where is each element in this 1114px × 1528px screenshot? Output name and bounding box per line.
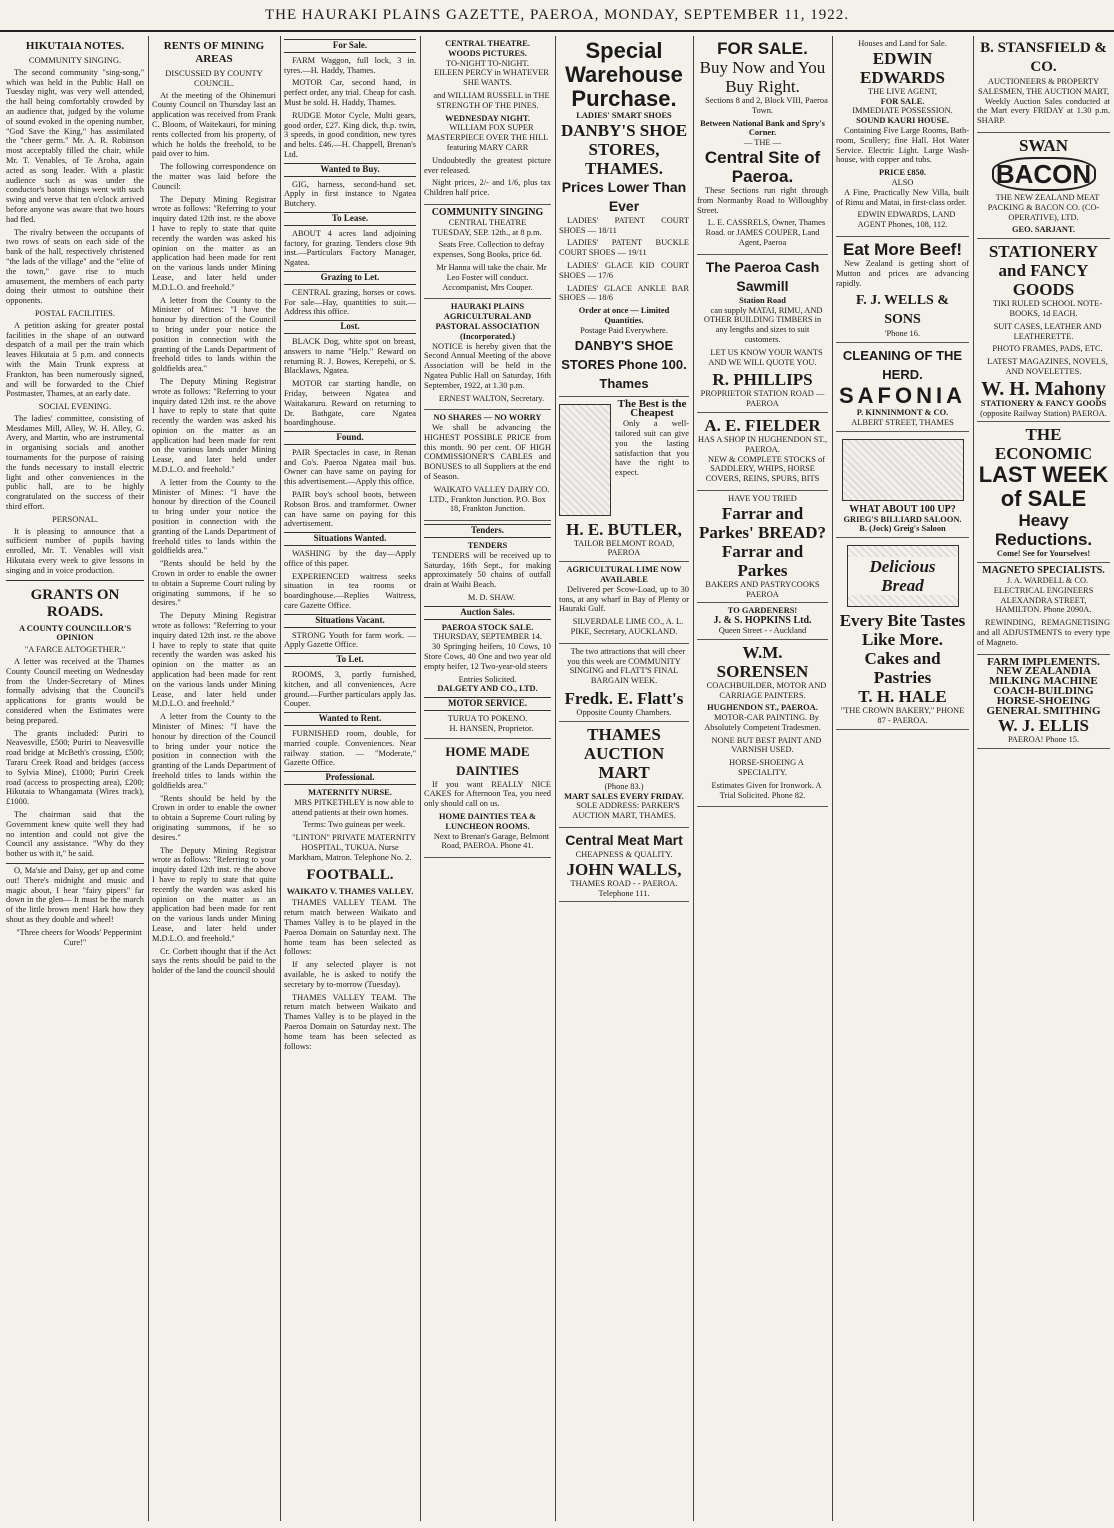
ad-headline: Fredk. E. Flatt's bbox=[564, 688, 684, 708]
column-rents-mining bbox=[152, 36, 276, 1521]
ad-text: LADIES' PATENT COURT SHOES — 18/11 bbox=[559, 215, 689, 235]
ad-headline: Central Site of Paeroa. bbox=[704, 147, 821, 186]
ad-text: Terms: Two guineas per week. bbox=[302, 820, 406, 830]
column-rule bbox=[555, 36, 556, 1521]
ad-text: Only a well-tailored suit can give you the lasting satisfaction that you have the right to expect. bbox=[615, 419, 689, 478]
classified-heading: MOTOR SERVICE. bbox=[424, 697, 551, 711]
ad-text: THURSDAY, SEPTEMBER 14. bbox=[433, 632, 542, 642]
column-land-agents bbox=[836, 36, 969, 1521]
ad-headline: JOHN WALLS, bbox=[566, 859, 682, 879]
column-stansfield-mahony bbox=[977, 36, 1110, 1521]
section-heading: POSTAL FACILITIES. bbox=[34, 307, 116, 318]
ad-headline: Every Bite Tastes Like More. bbox=[839, 611, 966, 650]
ad-text: can supply MATAI, RIMU, AND OTHER BUILDING TIMBERS in any lengths and sizes to suit customers. bbox=[703, 305, 823, 344]
ad-headline: W. H. Mahony bbox=[981, 377, 1106, 400]
article-title: HIKUTAIA NOTES. bbox=[25, 40, 125, 52]
ad-headline: LAST WEEK of SALE bbox=[978, 462, 1109, 512]
column-rule bbox=[973, 36, 974, 1521]
ad-headline: W.M. SORENSEN bbox=[716, 642, 809, 681]
ad-heading: WEDNESDAY NIGHT. bbox=[445, 113, 530, 123]
ad-headline: H. E. BUTLER, bbox=[566, 519, 682, 539]
ad-headline: Eat More Beef! bbox=[842, 239, 963, 259]
ad-text: PHOTO FRAMES, PADS, ETC. bbox=[992, 344, 1103, 354]
classified-heading: Wanted to Rent. bbox=[284, 712, 416, 726]
ad-headline: STATIONERY and FANCY GOODS bbox=[988, 242, 1099, 300]
ad-text: PRICE £850. bbox=[879, 168, 926, 178]
ad-text: ALBERT STREET, THAMES bbox=[851, 417, 954, 427]
ad-text: L. E. CASSRELS, Owner, Thames Road. or JAMES COUPER, Land Agent, Paeroa bbox=[705, 218, 826, 247]
ad-text: Order at once — Limited Quantities. bbox=[578, 306, 670, 325]
classified-heading: For Sale. bbox=[284, 39, 416, 53]
classified-heading: Found. bbox=[284, 431, 416, 445]
ad-heading: TO GARDENERS! bbox=[727, 606, 798, 616]
ad-text: P. KINNINMONT & CO. bbox=[856, 408, 949, 418]
ad-headline: FARM IMPLEMENTS. bbox=[987, 655, 1100, 668]
paragraph: If any selected player is not available, he is asked to notify the secretary by to-morrow (Tuesday). bbox=[284, 960, 416, 989]
paragraph: "Three cheers for Woods' Peppermint Cure!" bbox=[16, 927, 142, 947]
column-rule bbox=[148, 36, 149, 1521]
ad-text: Station Road bbox=[739, 295, 786, 305]
ad-text: WAIKATO VALLEY DAIRY CO. LTD., Frankton Junction. P.O. Box 18, Frankton Junction. bbox=[429, 484, 550, 514]
ad-text: THAMES ROAD - - PAEROA. Telephone 111. bbox=[570, 878, 678, 898]
ad-text: LADIES' PATENT BUCKLE COURT SHOES — 19/11 bbox=[559, 238, 689, 258]
classified-ad: MOTOR car starting handle, on Friday, between Ngatea and Waitakaruru. Reward on returning to Dr. Bathgate, care Ngatea boardinghouse. bbox=[284, 379, 416, 428]
ad-text: Opposite County Chambers. bbox=[576, 707, 672, 717]
paragraph: THAMES VALLEY TEAM. The return match between Waikato and Thames Valley is to be played in the Paeroa Domain on Saturday next. The home team has been selected as follows: bbox=[284, 898, 416, 957]
ad-text: Queen Street - - Auckland bbox=[718, 625, 807, 635]
paragraph: "Rents should be held by the Crown in order to enable the owner to obtain a Supreme Court ruling by originating summons, if he so desires." bbox=[152, 559, 276, 608]
ad-headline: THAMES AUCTION MART bbox=[583, 724, 665, 782]
classified-heading: Grazing to Let. bbox=[284, 271, 416, 285]
bacon-logo: BACON bbox=[992, 157, 1096, 191]
ad-heading: CENTRAL THEATRE. bbox=[445, 39, 530, 48]
tailor-figure-illustration bbox=[559, 404, 611, 516]
ad-text: Weekly Auction Sales conducted at the Mart every FRIDAY at 1.30 p.m. SHARP. bbox=[977, 96, 1110, 126]
column-classifieds bbox=[284, 36, 416, 1521]
ad-text: EDWIN EDWARDS, LAND AGENT Phones, 108, 112. bbox=[857, 210, 956, 230]
ad-headline: T. H. HALE bbox=[858, 687, 947, 707]
ad-text: If you want REALLY NICE CAKES for Afternoon Tea, you need only should call on us. bbox=[424, 779, 551, 809]
ad-heading: COMMUNITY SINGING bbox=[431, 206, 544, 218]
section-heading: COMMUNITY SINGING. bbox=[28, 55, 122, 65]
ad-text: TURUA TO POKENO. bbox=[447, 714, 528, 724]
ad-text: 30 Springing heifers, 10 Cows, 10 Store Cows, 40 One and two year old empty heifer, 12 Two-year-old steers bbox=[424, 642, 551, 671]
ad-text: Undoubtedly the greatest picture ever released. bbox=[424, 155, 551, 175]
ad-heading: MATERNITY NURSE. bbox=[308, 788, 392, 797]
paragraph: The Deputy Mining Registrar wrote as follows: "Referring to your inquiry dated 12th inst. re the above I have to reply to state that quite recently the warden was asked his opinion on the matter as an application had been made for rent on the various lands under Mining Lease, and later held under M.D.L.O. and freehold." bbox=[152, 194, 276, 292]
ad-text: TAILOR BELMONT ROAD, PAEROA bbox=[573, 538, 675, 558]
ad-text: Night prices, 2/- and 1/6, plus tax Children half price. bbox=[424, 178, 551, 198]
ad-headline: Delicious Bread bbox=[848, 557, 958, 595]
ad-text: "LINTON" PRIVATE MATERNITY HOSPITAL, TUKUA. Nurse Markham, Matron. Telephone No. 2. bbox=[288, 833, 416, 862]
poem: O, Ma'sie and Daisy, get up and come out! There's midnight and music and magic about, I hear "fairy pipers" far down in the glen— It must be the march of the little brown men! Hark how they shout as they double and wheel! bbox=[6, 865, 144, 924]
ad-text: B. (Jock) Greig's Saloon bbox=[859, 524, 946, 534]
ad-text: SUIT CASES, LEATHER AND LEATHERETTE. bbox=[993, 321, 1102, 341]
ad-text: Mr Hanna will take the chair. Mr Leo Foster will conduct. Accompanist, Mrs Couper. bbox=[436, 262, 547, 292]
ad-text: These Sections run right through from Normanby Road to Willoughby Street. bbox=[697, 185, 828, 215]
ad-text: ALSO bbox=[891, 177, 914, 187]
paragraph: The rivalry between the occupants of two rows of seats on each side of the bank of the hall, respectively christened "the lads of the village" and the "elite of the town," gave rise to much amusement, the members of each party doing their utmost to outshine their opponents. bbox=[6, 227, 144, 306]
ad-headline: THE ECONOMIC bbox=[994, 425, 1093, 464]
ad-text: CHEAPNESS & QUALITY. bbox=[575, 849, 673, 859]
column-theatre-notices bbox=[424, 36, 551, 1521]
ad-text: LADIES' SMART SHOES bbox=[576, 111, 672, 120]
ad-text: Estimates Given for Ironwork. A Trial Solicited. Phone 82. bbox=[711, 780, 822, 800]
bread-loaf-illustration bbox=[847, 545, 959, 607]
ad-text: J. A. WARDELL & CO. ELECTRICAL ENGINEERS ALEXANDRA STREET, HAMILTON. Phone 2090A. bbox=[993, 575, 1094, 615]
ad-text: SOUND KAURI HOUSE. bbox=[856, 116, 949, 126]
ad-headline: WHAT ABOUT 100 UP? bbox=[849, 503, 956, 515]
classified-ad: RUDGE Motor Cycle, Multi gears, good order, £27. King dick, th.p. twin, 3 speeds, in good condition, new tyres and belts. £46.—H. Chappell, Brenan's Ltd. bbox=[284, 110, 416, 159]
ad-text: (opposite Railway Station) PAEROA. bbox=[980, 408, 1107, 418]
paragraph: A petition asking for greater postal facilities in the shape of an outward despatch of a mail per the train which leaves Hikutaia at 5 p.m. and connects with the Main Trunk express at Frankton, has been numerously signed, and will be forwarded to the Chief Postmaster, Thames, at an early date. bbox=[6, 320, 144, 399]
ad-text: Seats Free. Collection to defray expenses, Song Books, price 6d. bbox=[433, 240, 545, 260]
ad-text: IMMEDIATE POSSESSION. bbox=[852, 106, 953, 116]
ad-headline: CLEANING OF THE HERD. bbox=[842, 348, 963, 383]
paragraph: Cr. Corbett thought that if the Act says the rents should be paid to the holder of the land the council should bbox=[152, 946, 276, 976]
ad-heading: AGRICULTURAL LIME NOW AVAILABLE bbox=[566, 565, 682, 584]
ad-text: LADIES' GLACE KID COURT SHOES — 17/6 bbox=[559, 260, 689, 280]
ad-text: COACHBUILDER, MOTOR AND CARRIAGE PAINTERS. bbox=[706, 680, 827, 700]
column-hikutaia-notes bbox=[6, 36, 144, 1521]
paragraph: It is pleasing to announce that a sufficient number of pupils having enrolled, Mr. T. Venables will visit Hikutaia every week to give lessons in singing and in voice production. bbox=[6, 526, 144, 575]
article-subtitle: DISCUSSED BY COUNTY COUNCIL. bbox=[165, 68, 263, 88]
classified-ad: EXPERIENCED waitress seeks situation in tea rooms or boardinghouse.—Replies Waitress, care Gazette Office. bbox=[284, 571, 416, 611]
ad-text: Houses and Land for Sale. bbox=[858, 39, 947, 48]
ad-headline: EDWIN EDWARDS bbox=[859, 48, 946, 87]
ad-headline: F. J. WELLS & SONS bbox=[856, 293, 949, 328]
ad-text: (Phone 83.) bbox=[604, 781, 644, 791]
ad-text: NONE BUT BEST PAINT AND VARNISH USED. bbox=[711, 735, 822, 755]
ad-heading: PAEROA STOCK SALE. bbox=[441, 622, 534, 632]
ad-headline: DANBY'S SHOE STORES, THAMES. bbox=[560, 120, 688, 178]
article-title: FOOTBALL. bbox=[306, 866, 394, 883]
ad-headline: B. STANSFIELD & CO. bbox=[980, 40, 1107, 75]
ad-heading: HOME DAINTIES TEA & LUNCHEON ROOMS. bbox=[439, 812, 536, 831]
classified-heading: Wanted to Buy. bbox=[284, 163, 416, 177]
classified-ad: PAIR Spectacles in case, in Renan and Co's. Paeroa Ngatea mail bus. Owner can have same on paying for this advertisement.—Apply this office. bbox=[284, 447, 416, 487]
classified-ad: BLACK Dog, white spot on breast, answers to name "Help." Reward on returning R. J. Bowes, Kerepehi, or S. Blacklaws, Ngatea. bbox=[284, 336, 416, 376]
classified-ad: FURNISHED room, double, for married couple. Conveniences. Near railway station. — "Moderate," Gazette Office. bbox=[284, 729, 416, 768]
ad-text: Sections 8 and 2, Block VIII, Paeroa Town. bbox=[705, 96, 828, 115]
classified-heading: To Let. bbox=[284, 653, 416, 667]
ad-text: NOTICE is hereby given that the Second Annual Meeting of the above Association will be held in the Ngatea Public Hall on Saturday, 16th September, 1922, at 1.30 p.m. bbox=[424, 341, 551, 390]
paragraph: The grants included: Puriri to Neavesville, £500; Puriri to Neavesville road bridge at McBeth's crossing, £500; Tararu Creek Road and bridges (access to Sylvia Mine), £1000; Puriri Creek road (access to prospecting area), £200; Hikutaia to Whangamata (Wires track), £1000. bbox=[6, 728, 144, 807]
section-heading: SOCIAL EVENING. bbox=[38, 401, 112, 412]
ad-headline: J. & S. HOPKINS Ltd. bbox=[713, 615, 812, 627]
ad-text: Delivered per Scow-Load, up to 30 tons, at any wharf in Bay of Plenty or Hauraki Gulf. bbox=[559, 584, 689, 614]
paragraph: "Rents should be held by the Crown in order to enable the owner to obtain a Supreme Court ruling by originating summons, if he so desires." bbox=[152, 793, 276, 842]
article-subtitle: A COUNTY COUNCILLOR'S OPINION bbox=[18, 622, 132, 643]
paragraph: At the meeting of the Ohinemuri County Council on Thursday last an application was received from Frank C. Bloom, of Waitekauri, for mining rents collected from his property, of which he holds the freehold, to be paid over to him. bbox=[152, 90, 276, 159]
paragraph: The ladies' committee, consisting of Mesdames Mill, Alley, W. H. Alley, G. Avery, and Martin, who are instrumental in organising socials and another tournaments for the purpose of raising the funds necessary to install electric light and other conveniences in the public hall, are to be highly congratulated on the success of their third effort. bbox=[6, 413, 144, 512]
classified-ad: MOTOR Car, second hand, in perfect order, any trial. Cheap for cash. Must be sold. H. Haddy, Thames. bbox=[284, 78, 416, 107]
ad-text: STATIONERY & FANCY GOODS bbox=[980, 398, 1107, 408]
ad-headline: Farrar and Parkes' BREAD? bbox=[698, 503, 827, 542]
classified-heading: Professional. bbox=[284, 771, 416, 785]
ad-headline: MAGNETO SPECIALISTS. bbox=[982, 565, 1105, 577]
ad-text: Postage Paid Everywhere. bbox=[580, 325, 668, 335]
ad-headline: The Best is the Cheapest bbox=[617, 397, 687, 420]
ad-headline: The Paeroa Cash Sawmill bbox=[705, 258, 820, 294]
billiards-illustration bbox=[842, 439, 964, 501]
ad-text: New Zealand is getting short of Mutton and prices are advancing rapidly. bbox=[836, 258, 969, 288]
paragraph: The chairman said that the Government knew quite well they had no intention and could not give the Council any assistance. "Why do they bother us with it," he said. bbox=[6, 809, 144, 859]
ad-text: We shall be advancing the HIGHEST POSSIBLE PRICE from this month. 90 per cent. OF HIGH COMMISSIONER'S CABLES and BONUSES to all Suppliers at the end of Season. bbox=[424, 423, 551, 482]
ad-text: THE LIVE AGENT, bbox=[868, 86, 937, 96]
ad-text: TENDERS will be received up to Saturday, 16th Sept., for making approximately 50 chains of outfall drain at Waihi Beach. bbox=[424, 550, 551, 590]
ad-text: REWINDING, REMAGNETISING and all ADJUSTMENTS to every type of Magneto. bbox=[977, 618, 1110, 647]
article-title: GRANTS ON ROADS. bbox=[30, 586, 120, 620]
ad-text: HAS A SHOP IN HUGHENDON ST., PAEROA. bbox=[697, 434, 828, 454]
ad-text: Next to Brenan's Garage, Belmont Road, PAEROA. Phone 41. bbox=[433, 831, 550, 851]
ad-text: LATEST MAGAZINES, NOVELS, AND NOVELETTES. bbox=[987, 357, 1108, 376]
ad-text: GRIEG'S BILLIARD SALOON. bbox=[843, 514, 962, 524]
ad-text: MOTOR-CAR PAINTING. By Absolutely Competent Tradesmen. bbox=[704, 713, 821, 732]
ad-headline: Prices Lower Than Ever bbox=[561, 178, 687, 214]
ad-text: M. D. SHAW. bbox=[467, 593, 516, 603]
classified-ad: FARM Waggon, full lock, 3 in. tyres.—H. Haddy, Thames. bbox=[284, 55, 416, 75]
paragraph: A letter from the County to the Minister of Mines: "I have the honour by direction of the Council to bring under your notice the position in connection with the granting of the Lands Department of freehold titles to lands within the goldfields area." bbox=[152, 295, 276, 374]
ad-text: TIKI RULED SCHOOL NOTE-BOOKS, 1d EACH. bbox=[992, 299, 1103, 318]
ad-text: AUCTIONEERS & PROPERTY SALESMEN, THE AUCTION MART, bbox=[977, 77, 1110, 96]
ad-text: HAVE YOU TRIED bbox=[728, 493, 797, 503]
paragraph: The Deputy Mining Registrar wrote as follows: "Referring to your inquiry dated 12th inst. re the above I have to reply to state that quite recently the warden was asked his opinion on the matter as an application had been made for rent on the various lands under Mining Lease, and later held under M.D.L.O. and freehold." bbox=[152, 376, 276, 475]
classified-ad: WASHING by the day—Apply office of this paper. bbox=[284, 549, 416, 568]
paragraph: The following correspondence on the matter was laid before the Council: bbox=[152, 162, 276, 191]
ad-text: — THE — bbox=[743, 138, 782, 148]
ad-text: CENTRAL THEATRE bbox=[448, 217, 527, 227]
ad-text: and WILLIAM RUSSELL in THE STRENGTH OF THE PINES. bbox=[433, 90, 550, 110]
ad-text: LADIES' GLACE ANKLE BAR SHOES — 18/6 bbox=[559, 283, 689, 303]
column-property-sawmill bbox=[697, 36, 828, 1521]
ad-text: LET US KNOW YOUR WANTS AND WE WILL QUOTE YOU. bbox=[708, 347, 823, 367]
ad-headline: SWAN bbox=[1018, 135, 1069, 155]
column-rule bbox=[693, 36, 694, 1521]
ad-text: BAKERS AND PASTRYCOOKS PAEROA bbox=[705, 579, 820, 599]
ad-text: SILVERDALE LIME CO., A. L. PIKE, Secretary, AUCKLAND. bbox=[570, 617, 684, 636]
ad-text: A Fine, Practically New Villa, built of Rimu and Matai, in first-class order. bbox=[836, 187, 969, 207]
masthead: THE HAURAKI PLAINS GAZETTE, PAEROA, MONDAY, SEPTEMBER 11, 1922. bbox=[0, 0, 1114, 32]
ad-text: COACH-BUILDING HORSE-SHOEING GENERAL SMITHING bbox=[986, 684, 1101, 717]
classified-heading: To Lease. bbox=[284, 212, 416, 226]
paragraph: THAMES VALLEY TEAM. The return match between Waikato and Thames Valley is to be played in the Paeroa Domain on Saturday next. The home team has been selected as follows: bbox=[284, 992, 416, 1051]
paragraph: A letter was received at the Thames County Council meeting on Wednesday from the Under-Secretary of Mines formally advising that the Council's applications for grants would be considered when the Estimates were being prepared. bbox=[6, 657, 144, 725]
column-rule bbox=[420, 36, 421, 1521]
paragraph: A letter from the County to the Minister of Mines: "I have the honour by direction of the Council to bring under your notice the position in connection with the granting of the Lands Department of freehold titles to lands within the goldfields area." bbox=[152, 712, 276, 790]
ad-text: NEW ZEALANDIA MILKING MACHINE bbox=[989, 665, 1098, 688]
ad-text: WILLIAM FOX SUPER MASTERPIECE OVER THE HILL featuring MARY CARR bbox=[426, 123, 549, 152]
ad-heading: NO SHARES — NO WORRY bbox=[433, 413, 542, 423]
ad-text: NEW & COMPLETE STOCKS of SADDLERY, WHIPS, HORSE COVERS, REINS, SPURS, BITS bbox=[705, 454, 825, 484]
classified-heading: Auction Sales. bbox=[424, 606, 551, 620]
classified-ad: STRONG Youth for farm work. —Apply Gazette Office. bbox=[284, 630, 416, 650]
ad-text: Containing Five Large Rooms, Bath-room, Scullery; fine Hall. Hot Water Service. Electric Light. Large Wash-house, with copper and tubs. bbox=[836, 125, 969, 165]
classified-ad: ROOMS, 3, partly furnished, kitchen, and all conveniences, Acre ground.—Further particulars apply Jas. Couper. bbox=[284, 670, 416, 709]
ad-headline: FOR SALE. bbox=[717, 39, 808, 58]
ad-text: H. HANSEN, Proprietor. bbox=[449, 723, 534, 733]
ad-headline: R. PHILLIPS bbox=[712, 370, 813, 390]
classified-ad: PAIR boy's school boots, between Robson Bros. and tramformer. Owner can have same on paying for this advertisement. bbox=[284, 490, 416, 529]
ad-text: FOR SALE. bbox=[880, 96, 925, 106]
ad-text: Come! See for Yourselves! bbox=[996, 549, 1091, 559]
ad-text: "THE CROWN BAKERY," PHONE 87 - PAEROA. bbox=[840, 706, 965, 725]
column-shoe-stores bbox=[559, 36, 689, 1521]
ad-headline: W. J. ELLIS bbox=[997, 716, 1090, 736]
ad-heading: HAURAKI PLAINS AGRICULTURAL AND PASTORAL ASSOCIATION (Incorporated.) bbox=[435, 302, 540, 341]
ad-headline: Heavy Reductions. bbox=[994, 511, 1093, 550]
ad-headline: SAFONIA bbox=[839, 383, 966, 409]
paragraph: The Deputy Mining Registrar wrote as follows: "Referring to your inquiry dated 12th inst. re the above I have to reply to state that quite recently the warden was asked his opinion on the matter as an application had been made for rent on the various lands under Mining Lease, and later held under M.D.L.O. and freehold." bbox=[152, 845, 276, 943]
section-heading: PERSONAL. bbox=[51, 513, 99, 524]
classified-ad: CENTRAL grazing, horses or cows. For sale—Hay, quantities to suit.—Address this office. bbox=[284, 287, 416, 317]
classified-heading: Situations Wanted. bbox=[284, 532, 416, 546]
ad-text: HORSE-SHOEING A SPECIALITY. bbox=[729, 758, 804, 778]
article-subtitle: "A FARCE ALTOGETHER." bbox=[24, 644, 126, 655]
ad-text: TO-NIGHT TO-NIGHT. bbox=[446, 58, 529, 68]
ad-heading: TENDERS bbox=[467, 541, 508, 551]
ad-heading: WOODS PICTURES. bbox=[448, 48, 527, 58]
ad-text: GEO. SARJANT. bbox=[1012, 225, 1075, 235]
ad-headline: DANBY'S SHOE STORES Phone 100. Thames bbox=[561, 337, 687, 391]
ad-headline: Buy Now and You Buy Right. bbox=[699, 58, 826, 96]
paragraph: The Deputy Mining Registrar wrote as follows: "Referring to your inquiry dated 12th inst. re the above I have to reply to state that quite recently the warden was asked his opinion on the matter as an application had been made for rent on the various lands under Mining Lease, and later held under M.D.L.O. and freehold." bbox=[152, 611, 276, 709]
ad-text: DALGETY AND CO., LTD. bbox=[437, 684, 538, 694]
ad-text: ERNEST WALTON, Secretary. bbox=[438, 393, 545, 403]
ad-text: The two attractions that will cheer you this week are COMMUNITY SINGING and FLATT'S FINAL BARGAIN WEEK. bbox=[567, 646, 686, 686]
ad-text: THE NEW ZEALAND MEAT PACKING & BACON CO. (CO-OPERATIVE), LTD. bbox=[987, 192, 1100, 222]
ad-text: HUGHENDON ST., PAEROA. bbox=[707, 703, 818, 713]
classified-heading: Tenders. bbox=[424, 524, 551, 538]
ad-text: PROPRIETOR STATION ROAD — PAEROA bbox=[700, 389, 825, 409]
article-subtitle: WAIKATO V. THAMES VALLEY. bbox=[286, 885, 414, 896]
classified-ad: ABOUT 4 acres land adjoining factory, for grazing. Tenders close 9th inst.—Particulars Factory Manager, Ngatea. bbox=[284, 228, 416, 268]
column-rule bbox=[280, 36, 281, 1521]
classified-ad: GIG, harness, second-hand set. Apply in first instance to Ngatea Butchery. bbox=[284, 179, 416, 209]
paragraph: A letter from the County to the Minister of Mines: "I have the honour by direction of the Council to bring under your notice the position in connection with the granting of the Lands Department of freehold titles to lands within the goldfields area." bbox=[152, 477, 276, 556]
classified-heading: Situations Vacant. bbox=[284, 614, 416, 628]
ad-text: 'Phone 16. bbox=[884, 329, 920, 339]
ad-text: PAEROA! Phone 15. bbox=[1007, 735, 1080, 745]
classified-heading: Lost. bbox=[284, 320, 416, 334]
paragraph: The second community "sing-song," which was held in the Public Hall on Tuesday night, was very well attended, the hall being comfortably crowded by an audience that, judged by the volume of sound evoked in the opening number, "God Save the King," has assimilated the "cheer germ." Mr. A. R. Robinson most acceptably filled the chair, while Mr. T. Venables, of Te Aroha, again acted as song leader. With a plastic audience such as was under the conductor's baton things went with such swing and verve that ten o'clock arrived before anyone was aware that two hours had fled. bbox=[6, 67, 144, 224]
article-title: RENTS OF MINING AREAS bbox=[163, 40, 265, 65]
ad-text: Between National Bank and Spry's Corner. bbox=[700, 118, 825, 138]
ad-headline: Purchase. bbox=[571, 86, 677, 111]
ad-text: SOLE ADDRESS: PARKER'S AUCTION MART, THAMES. bbox=[572, 801, 680, 821]
ad-headline: Central Meat Mart bbox=[565, 831, 683, 848]
ad-heading: HOME MADE DAINTIES bbox=[445, 743, 530, 778]
ad-headline: Cakes and Pastries bbox=[864, 649, 941, 688]
ad-text: MRS PITKETHLEY is now able to attend patients at their own homes. bbox=[291, 797, 414, 817]
ad-text: EILEEN PERCY in WHATEVER SHE WANTS. bbox=[434, 68, 549, 88]
ad-text: Entries Solicited. bbox=[458, 674, 517, 684]
ad-headline: Farrar and Parkes bbox=[721, 541, 804, 580]
column-rule bbox=[832, 36, 833, 1521]
ad-headline: Special Warehouse bbox=[565, 38, 683, 87]
ad-headline: A. E. FIELDER bbox=[704, 415, 821, 435]
ad-text: TUESDAY, SEP. 12th., at 8 p.m. bbox=[432, 227, 542, 237]
ad-text: MART SALES EVERY FRIDAY. bbox=[564, 791, 684, 801]
